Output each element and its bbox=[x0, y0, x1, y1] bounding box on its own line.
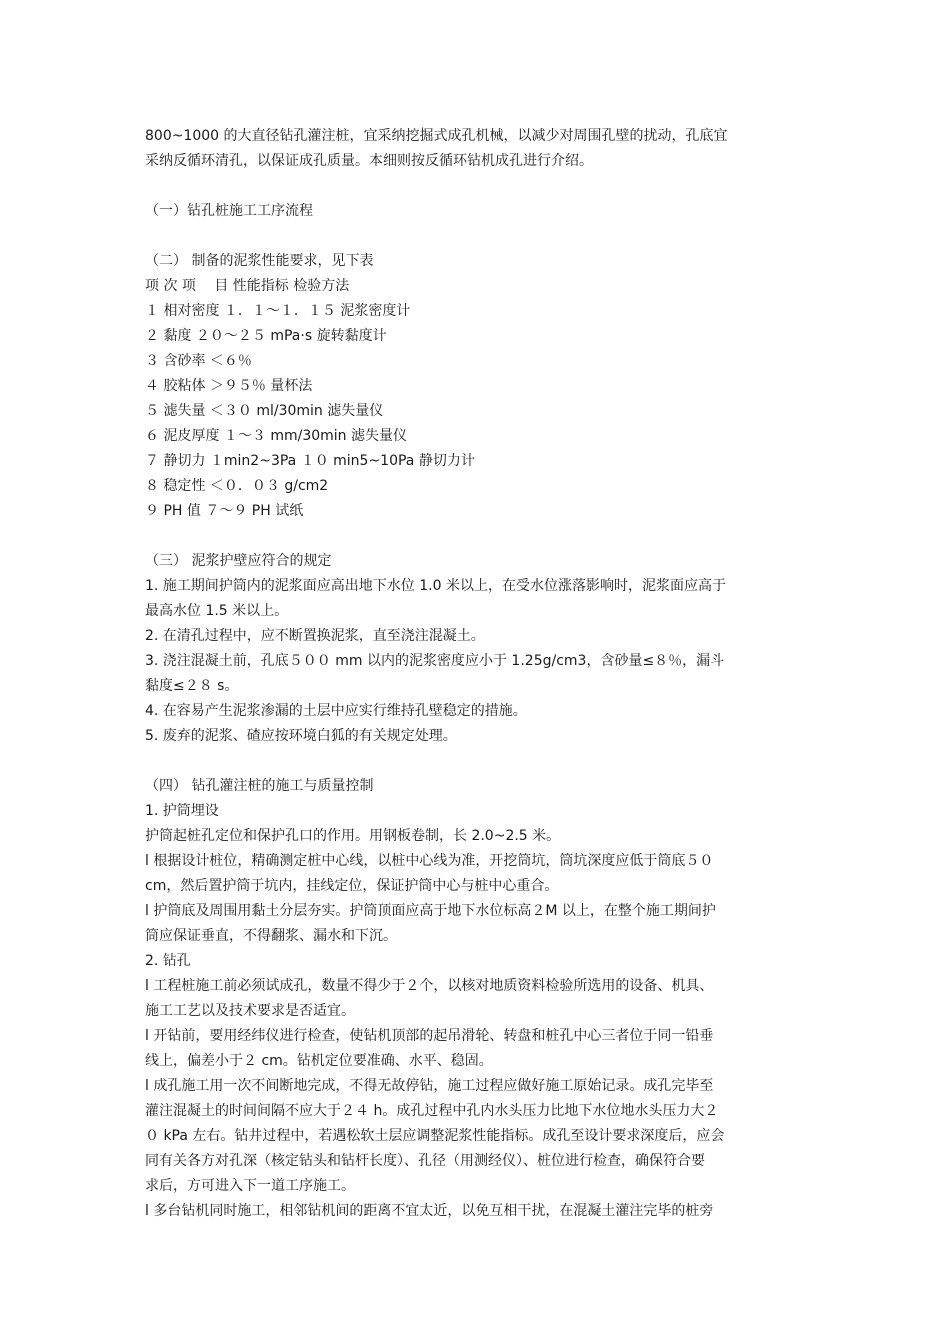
table-row: ５ 滤失量 ＜３０ ml/30min 滤失量仪 bbox=[145, 403, 384, 419]
table-row: ２ 黏度 ２０～２５ mPa·s 旋转黏度计 bbox=[145, 328, 387, 344]
paragraph-line: l 成孔施工用一次不间断地完成，不得无故停钻，施工过程应做好施工原始记录。成孔完毕至 bbox=[145, 1078, 714, 1094]
table-row: ６ 泥皮厚度 １～３ mm/30min 滤失量仪 bbox=[145, 428, 408, 444]
paragraph-line: 护筒起桩孔定位和保护孔口的作用。用钢板卷制，长 2.0~2.5 米。 bbox=[145, 828, 561, 844]
paragraph-line: 最高水位 1.5 米以上。 bbox=[145, 603, 289, 619]
paragraph-line: 3. 浇注混凝土前，孔底５００ mm 以内的泥浆密度应小于 1.25g/cm3，含砂量≤８％，漏斗 bbox=[145, 653, 725, 669]
paragraph-line: cm，然后置护筒于坑内，挂线定位，保证护筒中心与桩中心重合。 bbox=[145, 878, 559, 894]
table-row: ３ 含砂率 ＜６％ bbox=[145, 353, 252, 369]
table-row: ４ 胶粘体 ＞９５％ 量杯法 bbox=[145, 378, 313, 394]
paragraph-line: 施工工艺以及技术要求是否适宜。 bbox=[145, 1003, 355, 1019]
table-row: １ 相对密度 １．１～１．１５ 泥浆密度计 bbox=[145, 303, 411, 319]
paragraph-line: l 多台钻机同时施工，相邻钻机间的距离不宜太近，以免互相干扰，在混凝土灌注完毕的桩旁 bbox=[145, 1203, 714, 1219]
section-2-title: （二） 制备的泥浆性能要求，见下表 bbox=[145, 253, 374, 269]
table-row: ８ 稳定性 ＜０．０３ g/cm2 bbox=[145, 478, 329, 494]
section-4-title: （四） 钻孔灌注桩的施工与质量控制 bbox=[145, 778, 374, 794]
spacer bbox=[145, 224, 815, 249]
paragraph-line: 1. 护筒埋设 bbox=[145, 803, 219, 819]
table-row: ７ 静切力 １min2~3Pa １０ min5~10Pa 静切力计 bbox=[145, 453, 475, 469]
paragraph-line: l 工程桩施工前必须试成孔，数量不得少于２个，以核对地质资料检验所选用的设备、机具、 bbox=[145, 978, 714, 994]
paragraph-line: 5. 废弃的泥浆、碴应按环境白狐的有关规定处理。 bbox=[145, 728, 457, 744]
paragraph-line: 筒应保证垂直，不得翻浆、漏水和下沉。 bbox=[145, 928, 397, 944]
table-row: ９ PH 值 ７～９ PH 试纸 bbox=[145, 503, 304, 519]
paragraph-line: l 根据设计桩位，精确测定桩中心线，以桩中心线为准，开挖筒坑，筒坑深度应低于筒底５０ bbox=[145, 853, 714, 869]
paragraph-line: 2. 钻孔 bbox=[145, 953, 191, 969]
paragraph-line: 2. 在清孔过程中，应不断置换泥浆，直至浇注混凝土。 bbox=[145, 628, 485, 644]
paragraph-line: 线上，偏差小于２ cm。钻机定位要准确、水平、稳固。 bbox=[145, 1053, 493, 1069]
section-3-title: （三） 泥浆护壁应符合的规定 bbox=[145, 553, 332, 569]
table-header: 项 次 项 目 性能指标 检验方法 bbox=[145, 278, 350, 294]
spacer bbox=[145, 174, 815, 199]
paragraph-line: l 护筒底及周围用黏土分层夯实。护筒顶面应高于地下水位标高２M 以上，在整个施工期间护 bbox=[145, 903, 716, 919]
spacer bbox=[145, 524, 815, 549]
intro-line: 采纳反循环清孔，以保证成孔质量。本细则按反循环钻机成孔进行介绍。 bbox=[145, 153, 593, 169]
document-page bbox=[145, 124, 815, 1224]
paragraph-line: 灌注混凝土的时间间隔不应大于２４ h。成孔过程中孔内水头压力比地下水位地水头压力大２ bbox=[145, 1103, 719, 1119]
paragraph-line: 1. 施工期间护筒内的泥浆面应高出地下水位 1.0 米以上，在受水位涨落影响时，泥浆面应高于 bbox=[145, 578, 726, 594]
intro-line: 800~1000 的大直径钻孔灌注桩，宜采纳挖掘式成孔机械，以减少对周围孔壁的扰动，孔底宜 bbox=[145, 128, 728, 144]
paragraph-line: 求后，方可进入下一道工序施工。 bbox=[145, 1178, 355, 1194]
spacer bbox=[145, 749, 815, 774]
paragraph-line: 同有关各方对孔深（核定钻头和钻杆长度）、孔径（用测经仪）、桩位进行检查，确保符合要 bbox=[145, 1153, 705, 1169]
paragraph-line: ０ kPa 左右。钻井过程中，若遇松软土层应调整泥浆性能指标。成孔至设计要求深度后，应会 bbox=[145, 1128, 725, 1144]
paragraph-line: 黏度≤２８ s。 bbox=[145, 678, 239, 694]
paragraph-line: 4. 在容易产生泥浆渗漏的土层中应实行维持孔壁稳定的措施。 bbox=[145, 703, 527, 719]
paragraph-line: l 开钻前，要用经纬仪进行检查，使钻机顶部的起吊滑轮、转盘和桩孔中心三者位于同一铅垂 bbox=[145, 1028, 714, 1044]
section-1-title: （一）钻孔桩施工工序流程 bbox=[145, 203, 313, 219]
